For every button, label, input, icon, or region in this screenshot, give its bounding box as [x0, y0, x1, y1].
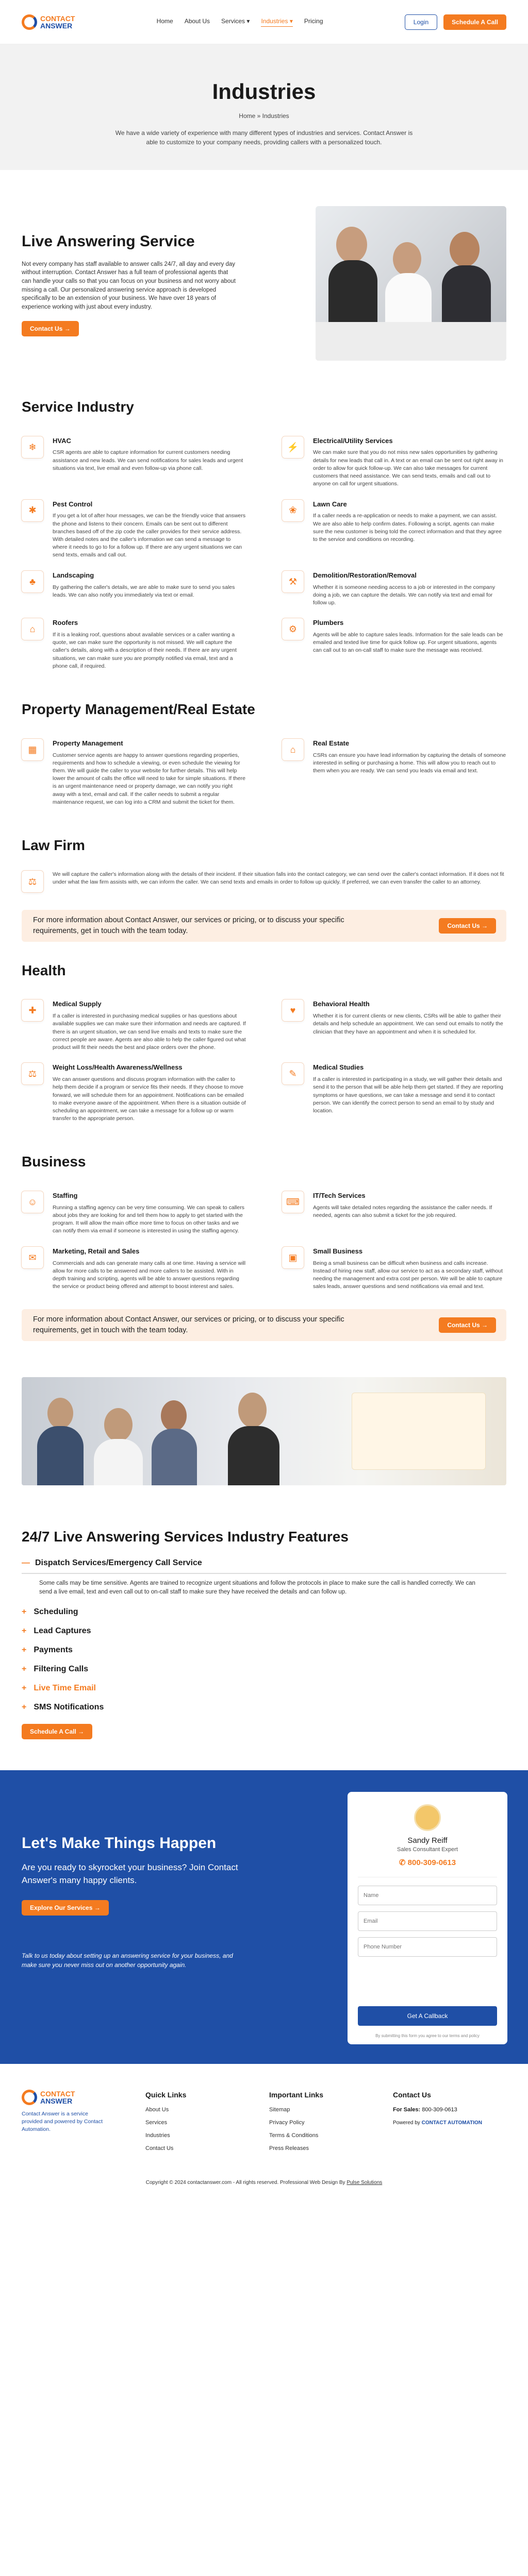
feature-item: + Filtering Calls: [22, 1663, 506, 1675]
hvac-icon: ❄: [22, 436, 43, 458]
feature-item: + Live Time Email: [22, 1682, 506, 1694]
card-title: Marketing, Retail and Sales: [53, 1247, 140, 1255]
card-text: CSRs can ensure you have lead information by capturing the details of someone interested in selling or purchasing a home. This will allow you to reach out to them when you are ready. We can send you leads via email and text.: [313, 752, 506, 774]
medical-supply-icon: ✚: [22, 999, 43, 1021]
footer-logo[interactable]: CONTACT ANSWER: [22, 2090, 140, 2105]
card-text: CSR agents are able to capture information for current customers needing assistance and new leads. We can send notifications for sales leads and urgent situations via text, live email and even follow-up via phone call.: [53, 449, 243, 471]
card-text: Running a staffing agency can be very time consuming. We can speak to callers about jobs they are looking for and tell them how to apply to get started with the program. It will allow the main office more time to focus on other tasks and we can notify them via email if someone is interested in using the staffing agency.: [53, 1204, 244, 1234]
contact-section: [0, 1770, 528, 2064]
weight-icon: ⚖: [22, 1063, 43, 1084]
demolition-icon: ⚒: [282, 571, 304, 592]
industry-card: [282, 618, 506, 670]
law-title: Law Firm: [22, 837, 85, 854]
sales-label: For Sales:: [393, 2106, 421, 2113]
card-title: Plumbers: [313, 619, 344, 627]
nav-industries[interactable]: Industries ▾: [261, 17, 292, 26]
logo-mark: [22, 14, 37, 30]
features-section: [22, 1527, 506, 1739]
footer-contact-title: Contact Us: [393, 2090, 431, 2099]
card-text: We can make sure that you do not miss new sales opportunities by gathering details for new leads that call in. A text or an email can be sent out right away in order to allow for quick follow-up. We can also take messages for current customers that need assistance. We can send texts, emails and call out to anyone on call for urgent situations.: [313, 449, 503, 487]
logo-line2: ANSWER: [40, 21, 73, 30]
contact-us-button[interactable]: Contact Us →: [22, 321, 79, 336]
arrow-right-icon: →: [94, 1904, 101, 1912]
card-title: Roofers: [53, 619, 78, 627]
cta-text: For more information about Contact Answer, our services or pricing, or to discuss your specific requirements, get in touch with the team today.: [33, 916, 344, 935]
copyright: Copyright © 2024 contactanswer.com - All rights reserved. Professional Web Design By Pulse Solutions: [145, 2179, 383, 2185]
cta-contact-button[interactable]: Contact Us →: [439, 918, 496, 934]
footer-link[interactable]: Services: [145, 2119, 168, 2126]
industry-card: [282, 571, 506, 607]
industry-card: [22, 436, 246, 488]
contact-small-text: Talk to us today about setting up an answering service for your business, and make sure you never miss out on another opportunity again.: [22, 1952, 233, 1969]
name-field[interactable]: [358, 1886, 497, 1905]
industry-card: [22, 571, 246, 607]
property-section: [22, 699, 506, 806]
card-title: Property Management: [53, 739, 123, 747]
footer-link[interactable]: Terms & Conditions: [269, 2132, 319, 2139]
plus-icon: +: [22, 1665, 27, 1674]
rep-name: Sandy Reiff: [407, 1836, 448, 1845]
chevron-down-icon: ▾: [246, 18, 250, 25]
cta-contact-button-2[interactable]: Contact Us →: [439, 1317, 496, 1333]
card-text: If you get a lot of after hour messages, we can be the friendly voice that answers the phone and listens to their concern. Emails can be sent out to different branches based off of the zip code the caller provides for their service address. With detailed notes and the caller's information we can send a message to where it needs to go to for a follow up. If there are any urgent situations we can send texts, emails and call out.: [53, 513, 246, 558]
business-section: [22, 1151, 506, 1291]
features-main-item: — Dispatch Services/Emergency Call Service: [22, 1557, 506, 1574]
avatar: [414, 1804, 441, 1831]
arrow-right-icon: →: [64, 325, 71, 332]
card-text: If it is a leaking roof, questions about available services or a caller wanting a quote, we can make sure the opportunity is not missed. We will capture the caller's details, along with a description of their needs. If there are any urgent situations, we can make sure you are promptly notified via email, text and a phone call, if required.: [53, 632, 237, 669]
card-text: We can answer questions and discuss program information with the caller to help them decide if a program or service fits their needs. If they choose to move forward, we will schedule them for an appointment. Notifications can be emailed to make everyone aware of the appointment. When there is a situation outside of scheduling an appointment, we can take a message for a follow up or warm transfer to the appropriate person.: [53, 1076, 246, 1122]
feature-item: + Lead Captures: [22, 1625, 506, 1637]
rep-role: Sales Consultant Expert: [397, 1846, 458, 1853]
card-title: Staffing: [53, 1191, 78, 1199]
lawn-icon: ❀: [282, 500, 304, 521]
card-title: Landscaping: [53, 571, 94, 579]
marketing-icon: ✉: [22, 1247, 43, 1268]
rep-phone[interactable]: ✆ 800-309-0613: [399, 1858, 456, 1868]
logo-line1: CONTACT: [40, 14, 75, 23]
realestate-icon: ⌂: [282, 739, 304, 760]
plumbing-icon: ⚙: [282, 618, 304, 640]
service-title: Service Industry: [22, 399, 134, 415]
card-title: Pest Control: [53, 500, 93, 508]
footer-link[interactable]: Sitemap: [269, 2106, 290, 2113]
service-industry-section: [22, 397, 506, 670]
industry-card: [282, 1247, 506, 1291]
industry-card: [22, 1191, 246, 1235]
nav-pricing[interactable]: Pricing: [304, 18, 323, 25]
phone-field[interactable]: [358, 1937, 497, 1957]
contact-lead: Are you ready to skyrocket your business? Join Contact Answer's many happy clients.: [22, 1862, 238, 1885]
card-text: Agents will be able to capture sales leads. Information for the sale leads can be emailed and texted live time for quick follow up. For urgent situations, agents can call out to an on-call staff to make sure the message was received.: [313, 632, 503, 654]
cta-banner: [22, 910, 506, 942]
powered-brand[interactable]: CONTACT AUTOMATION: [421, 2120, 482, 2126]
chevron-down-icon: ▾: [289, 18, 293, 25]
live-text: Not every company has staff available to answer calls 24/7, all day and every day without interruption. Contact Answer has a full team of professional agents that can handle your calls so that you can focus on your business and not worry about missing a call. Our personalized answering service approach is developed specifically to be an extension of your business. We have over 18 years of experience working with just about every industry.: [22, 261, 236, 311]
plus-icon: +: [22, 1645, 27, 1654]
cta-banner-2: [22, 1309, 506, 1341]
feature-item: + Payments: [22, 1644, 506, 1656]
card-title: Small Business: [313, 1247, 363, 1255]
card-title: HVAC: [53, 436, 71, 445]
arrow-right-icon: →: [482, 922, 488, 929]
industry-card: [282, 739, 506, 806]
business-title: Business: [22, 1154, 86, 1170]
landscaping-icon: ♣: [22, 571, 43, 592]
phone-icon: ✆: [399, 1858, 406, 1868]
law-icon: ⚖: [22, 871, 43, 892]
industry-card: [22, 500, 246, 560]
health-title: Health: [22, 962, 66, 978]
card-text: If a caller is interested in participating in a study, we will gather their details and send it to the person that will be able help them get started. If they are reporting symptoms or have questions, we can take a message and send it to contact person. We can identify the correct person to send an email to by study and location.: [313, 1076, 503, 1114]
electric-icon: ⚡: [282, 436, 304, 458]
nav-home[interactable]: Home: [156, 18, 173, 25]
card-text: Agents will take detailed notes regarding the assistance the caller needs. If needed, agents can also submit a ticket for the job required.: [313, 1204, 492, 1219]
small-business-icon: ▣: [282, 1247, 304, 1268]
hero-text: We have a wide variety of experience with many different types of industries and services. Contact Answer is able to customize to your company needs, providing callers with a personalized touch.: [115, 129, 413, 146]
sales-phone[interactable]: 800-309-0613: [422, 2106, 457, 2113]
important-links-title: Important Links: [269, 2090, 324, 2099]
health-section: [22, 960, 506, 1123]
staffing-icon: ☺: [22, 1191, 43, 1213]
industry-card: [282, 1063, 506, 1123]
feature-item: + SMS Notifications: [22, 1701, 506, 1713]
live-answering-section: [22, 170, 506, 397]
plus-icon: +: [22, 1703, 27, 1712]
email-field[interactable]: [358, 1911, 497, 1931]
site-footer: [0, 2064, 528, 2158]
footer-link[interactable]: Contact Us: [145, 2145, 174, 2151]
breadcrumb[interactable]: Home » Industries: [239, 112, 289, 120]
footer-link[interactable]: Industries: [145, 2132, 170, 2139]
main-nav: [157, 17, 323, 26]
quick-links-title: Quick Links: [145, 2090, 187, 2099]
law-section: [22, 835, 506, 892]
form-fine-print: By submitting this form you agree to our terms and policy: [375, 2033, 480, 2039]
logo[interactable]: [22, 14, 75, 30]
footer-link[interactable]: Privacy Policy: [269, 2119, 305, 2126]
contact-title: Let's Make Things Happen: [22, 1834, 217, 1852]
schedule-call-button[interactable]: Schedule A Call: [443, 14, 506, 30]
studies-icon: ✎: [282, 1063, 304, 1084]
features-main-marker: —: [22, 1558, 30, 1567]
card-title: Electrical/Utility Services: [313, 436, 393, 445]
card-title: Real Estate: [313, 739, 350, 747]
arrow-right-icon: →: [482, 1321, 488, 1329]
live-title: Live Answering Service: [22, 233, 195, 250]
industry-card: [22, 999, 246, 1052]
card-title: Medical Studies: [313, 1063, 364, 1072]
roof-icon: ⌂: [22, 618, 43, 640]
behavioral-icon: ♥: [282, 999, 304, 1021]
designer-link[interactable]: Pulse Solutions: [346, 2179, 383, 2185]
features-title: 24/7 Live Answering Services Industry Features: [22, 1529, 349, 1545]
card-text: Being a small business can be difficult when business and calls increase. Instead of hiring new staff, allow our service to act as a secondary staff, without needing the management and extra cost per person. We will be able to capture sales leads, answer questions and send notifications via email and text.: [313, 1260, 503, 1290]
industry-card: [22, 1063, 246, 1123]
get-callback-button[interactable]: Get A Callback: [358, 2006, 497, 2026]
logo-mark: [22, 2090, 37, 2105]
card-title: Demolition/Restoration/Removal: [313, 571, 417, 579]
card-title: Lawn Care: [313, 500, 347, 508]
card-text: We will capture the caller's information along with the details of their incident. If their situation falls into the contact category, we can send over the caller's contact information. If it does not fit under what the law firm assists with, we can inform the caller. We can send texts and emails in order to follow up quickly. If preferred, we can even transfer the caller to an attorney.: [53, 871, 504, 885]
industry-card: [282, 500, 506, 560]
cta-text-2: For more information about Contact Answer, our services or pricing, or to discuss your specific requirements, get in touch with the team today.: [33, 1315, 344, 1335]
card-text: Commercials and ads can generate many calls at one time. Having a service will allow for more calls to be answered and more callers to be assisted. With in depth training and scripting, agents will be able to answer questions regarding the service or product being offered and attempt to boost interest and sales.: [53, 1260, 246, 1290]
plus-icon: +: [22, 1607, 27, 1616]
call-center-photo: [316, 206, 506, 361]
industry-card: [22, 739, 246, 806]
nav-services[interactable]: Services ▾: [221, 18, 250, 25]
plus-icon: +: [22, 1626, 27, 1635]
footer-link[interactable]: Press Releases: [269, 2145, 309, 2151]
features-main-text: Some calls may be time sensitive. Agents are trained to recognize urgent situations and follow the protocols in place to make sure the call is handled correctly. We can send a live email, text and even call out to on-call staff to make sure they have received the details and can follow up.: [39, 1580, 475, 1595]
industry-card: [282, 1191, 506, 1235]
property-icon: ▦: [22, 739, 43, 760]
industry-card: [22, 871, 506, 892]
card-text: Whether it is for current clients or new clients, CSRs will be able to gather their details and help schedule an appointment. We can send out emails to notify the clinician that they have an appointment and when it is scheduled for.: [313, 1013, 503, 1035]
hero: [0, 44, 528, 170]
footer-link[interactable]: About Us: [145, 2106, 169, 2113]
card-text: If a caller needs a re-application or needs to make a payment, we can assist. We are also able to help confirm dates. Following a script, agents can make sure the new customer is being told the correct information and that they agree to the service and conditions on recording.: [313, 513, 502, 543]
industry-card: [22, 1247, 246, 1291]
card-title: Weight Loss/Health Awareness/Wellness: [53, 1063, 183, 1072]
footer-blurb: Contact Answer is a service provided and powered by Contact Automation.: [22, 2110, 103, 2133]
industry-card: [282, 999, 506, 1052]
arrow-right-icon: →: [78, 1727, 85, 1735]
plus-icon: +: [22, 1684, 27, 1693]
tech-icon: ⌨: [282, 1191, 304, 1213]
card-text: By gathering the caller's details, we are able to make sure to send you sales leads. We can also notify you immediately via text or email.: [53, 584, 235, 598]
nav-about[interactable]: About Us: [184, 18, 210, 25]
page-title: Industries: [212, 79, 316, 104]
industry-card: [282, 436, 506, 488]
card-title: Behavioral Health: [313, 1000, 370, 1008]
card-title: IT/Tech Services: [313, 1191, 366, 1199]
industry-card: [22, 618, 246, 670]
callback-form: [348, 1792, 507, 2044]
property-title: Property Management/Real Estate: [22, 701, 255, 718]
explore-services-button[interactable]: Explore Our Services →: [22, 1900, 109, 1916]
pest-icon: ✱: [22, 500, 43, 521]
features-schedule-button[interactable]: Schedule A Call →: [22, 1724, 92, 1739]
card-text: Whether it is someone needing access to a job or interested in the company doing a job, we can capture the details. We can notify via text and email for follow up.: [313, 584, 496, 606]
feature-item: + Scheduling: [22, 1606, 506, 1618]
card-text: Customer service agents are happy to answer questions regarding properties, requirements and how to schedule a viewing, or even schedule the viewing for them. We will guide the caller to your website for further details. This will help lower the amount of calls the office will need to take for simple situations. If there is an urgent maintenance need or property damage, we can notify you right away with a text, email and call. If the caller needs to submit a regular maintenance request, we can log into a CRM and submit the ticket for them.: [53, 752, 245, 805]
login-button[interactable]: Login: [405, 14, 437, 30]
card-text: If a caller is interested in purchasing medical supplies or has questions about available supplies we can make sure their information and needs are captured. If there is an urgent situation, we can send live emails and texts to make sure the correct people are aware. Agents are also able to help the caller figured out what product will fit their needs the best and place orders over the phone.: [53, 1013, 246, 1050]
agents-banner-image: [22, 1377, 506, 1485]
powered-label: Powered by: [393, 2120, 420, 2126]
card-title: Medical Supply: [53, 1000, 102, 1008]
site-header: [0, 0, 528, 44]
